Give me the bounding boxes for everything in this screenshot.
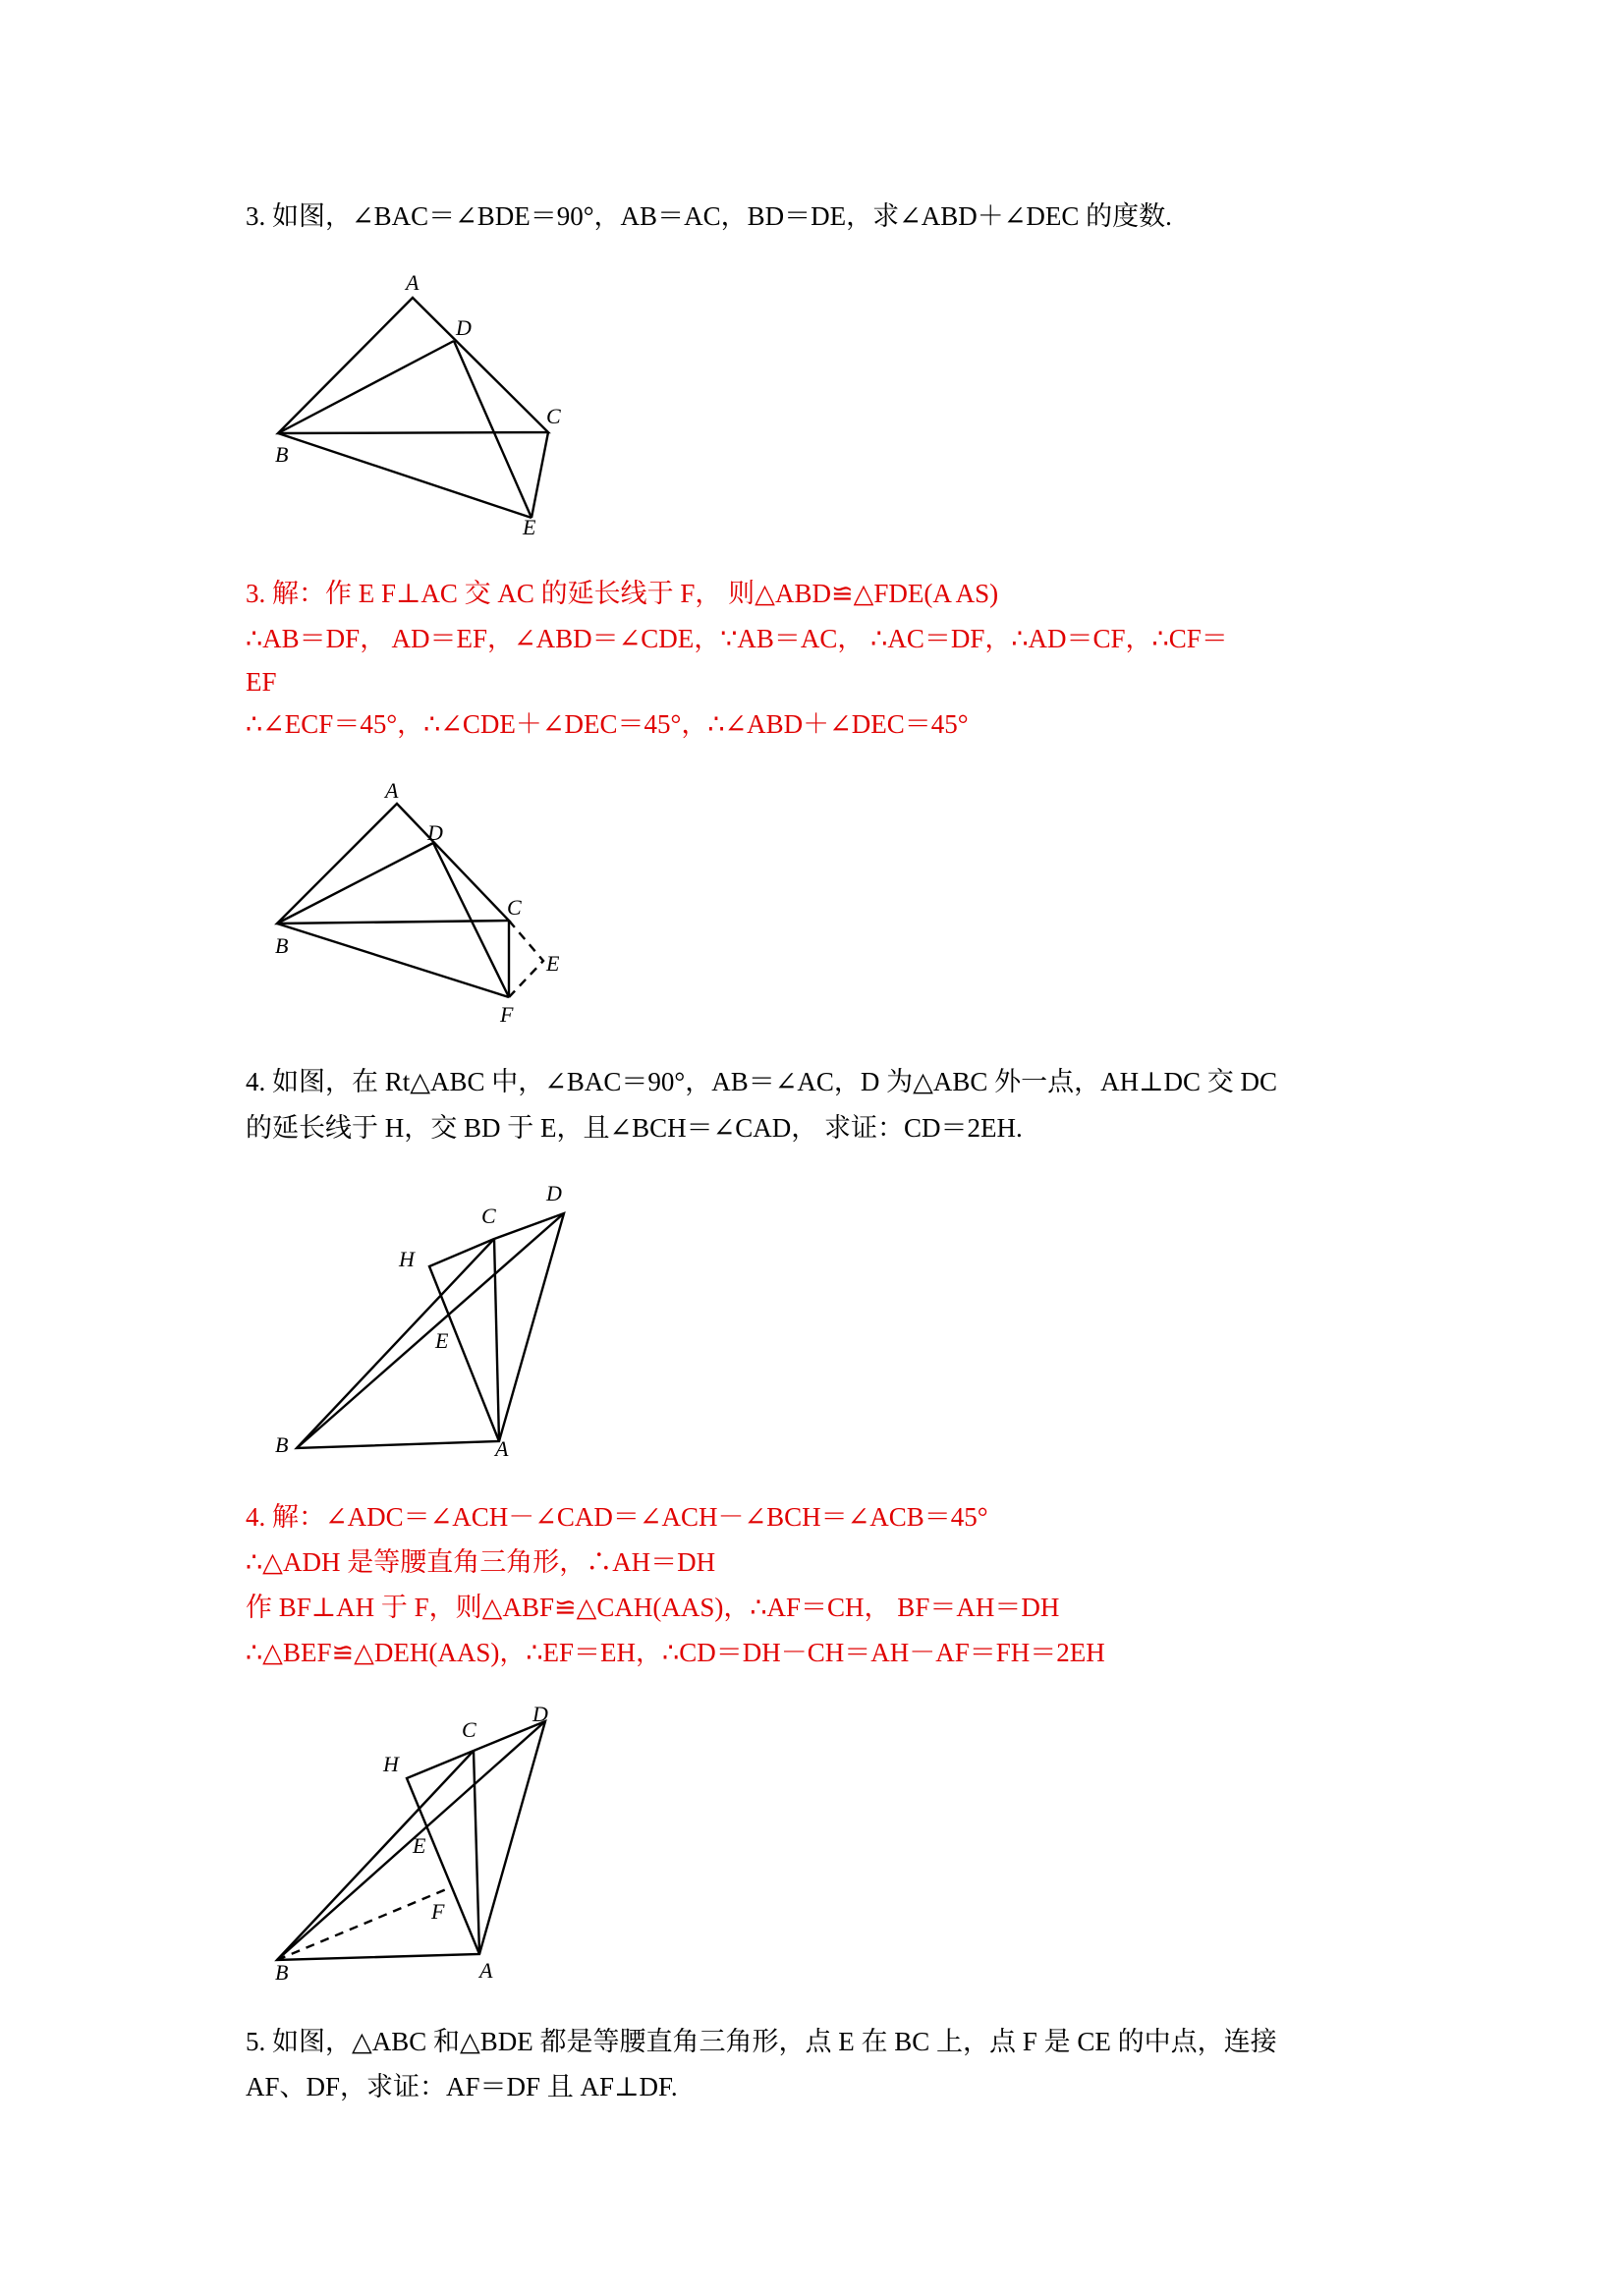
figure-4-question	[265, 1174, 589, 1469]
label-e: E	[413, 1833, 426, 1858]
segment-ca	[494, 1239, 499, 1441]
label-b: B	[275, 442, 289, 467]
figure-3-question	[265, 265, 580, 550]
segment-bd	[277, 1721, 545, 1960]
label-a: A	[495, 1436, 509, 1461]
label-b: B	[275, 1960, 289, 1985]
problem-5-question-line-1: 5. 如图，△ABC 和△BDE 都是等腰直角三角形，点 E 在 BC 上，点 F 是 CE 的中点，连接	[246, 2027, 1277, 2056]
label-c: C	[546, 404, 561, 428]
segment-bf	[277, 924, 509, 997]
label-a: A	[406, 270, 420, 295]
label-d: D	[427, 820, 443, 845]
problem-3-solution-line-4: ∴∠ECF＝45°，∴∠CDE＋∠DEC＝45°，∴∠ABD＋∠DEC＝45°	[246, 709, 969, 739]
dashed-segment-bf	[277, 1887, 451, 1960]
label-c: C	[481, 1204, 496, 1228]
figure-3-solution	[265, 771, 580, 1036]
problem-5-question-line-2: AF、DF，求证：AF＝DF 且 AF⊥DF.	[246, 2072, 678, 2101]
segment-ce	[532, 432, 548, 518]
label-f: F	[500, 1002, 514, 1027]
problem-3-solution-line-3: EF	[246, 667, 277, 697]
problem-4-solution-line-3: 作 BF⊥AH 于 F，则△ABF≌△CAH(AAS)，∴AF＝CH， BF＝AH＝DH	[246, 1593, 1060, 1622]
problem-4-question-line-1: 4. 如图，在 Rt△ABC 中，∠BAC＝90°，AB＝∠AC，D 为△ABC 外一点，AH⊥DC 交 DC	[246, 1067, 1278, 1096]
segment-bd	[297, 1213, 564, 1448]
problem-4-solution-line-2: ∴△ADH 是等腰直角三角形，∴AH＝DH	[246, 1547, 716, 1577]
label-a: A	[385, 778, 399, 803]
segment-de	[454, 341, 532, 518]
label-e: E	[546, 951, 560, 976]
figure-4-solution	[265, 1700, 580, 1989]
segment-bd	[278, 341, 454, 433]
label-a: A	[479, 1958, 493, 1983]
dashed-auxiliary-lines	[509, 921, 543, 997]
label-b: B	[275, 1432, 289, 1457]
label-e: E	[523, 515, 536, 539]
segment-bd	[277, 843, 433, 924]
label-f: F	[431, 1899, 445, 1924]
problem-3-solution-line-1: 3. 解：作 E F⊥AC 交 AC 的延长线于 F， 则△ABD≌△FDE(A AS)	[246, 579, 999, 608]
problem-4-question-line-2: 的延长线于 H，交 BD 于 E，且∠BCH＝∠CAD， 求证：CD＝2EH.	[246, 1113, 1023, 1143]
segment-be	[278, 433, 532, 518]
label-e: E	[435, 1328, 449, 1353]
label-h: H	[399, 1247, 415, 1271]
label-d: D	[546, 1181, 562, 1205]
label-c: C	[462, 1717, 476, 1742]
label-h: H	[383, 1752, 399, 1776]
problem-3-question: 3. 如图，∠BAC＝∠BDE＝90°，AB＝AC，BD＝DE，求∠ABD＋∠DEC 的度数.	[246, 201, 1172, 231]
label-c: C	[507, 895, 522, 920]
label-d: D	[532, 1702, 548, 1726]
problem-3-solution-line-2: ∴AB＝DF， AD＝EF，∠ABD＝∠CDE，∵AB＝AC， ∴AC＝DF，∴AD＝CF，∴CF＝	[246, 624, 1228, 653]
label-b: B	[275, 933, 289, 958]
label-d: D	[456, 315, 472, 340]
problem-4-solution-line-4: ∴△BEF≌△DEH(AAS)，∴EF＝EH，∴CD＝DH－CH＝AH－AF＝FH＝2EH	[246, 1638, 1105, 1667]
problem-4-solution-line-1: 4. 解：∠ADC＝∠ACH－∠CAD＝∠ACH－∠BCH＝∠ACB＝45°	[246, 1502, 988, 1532]
